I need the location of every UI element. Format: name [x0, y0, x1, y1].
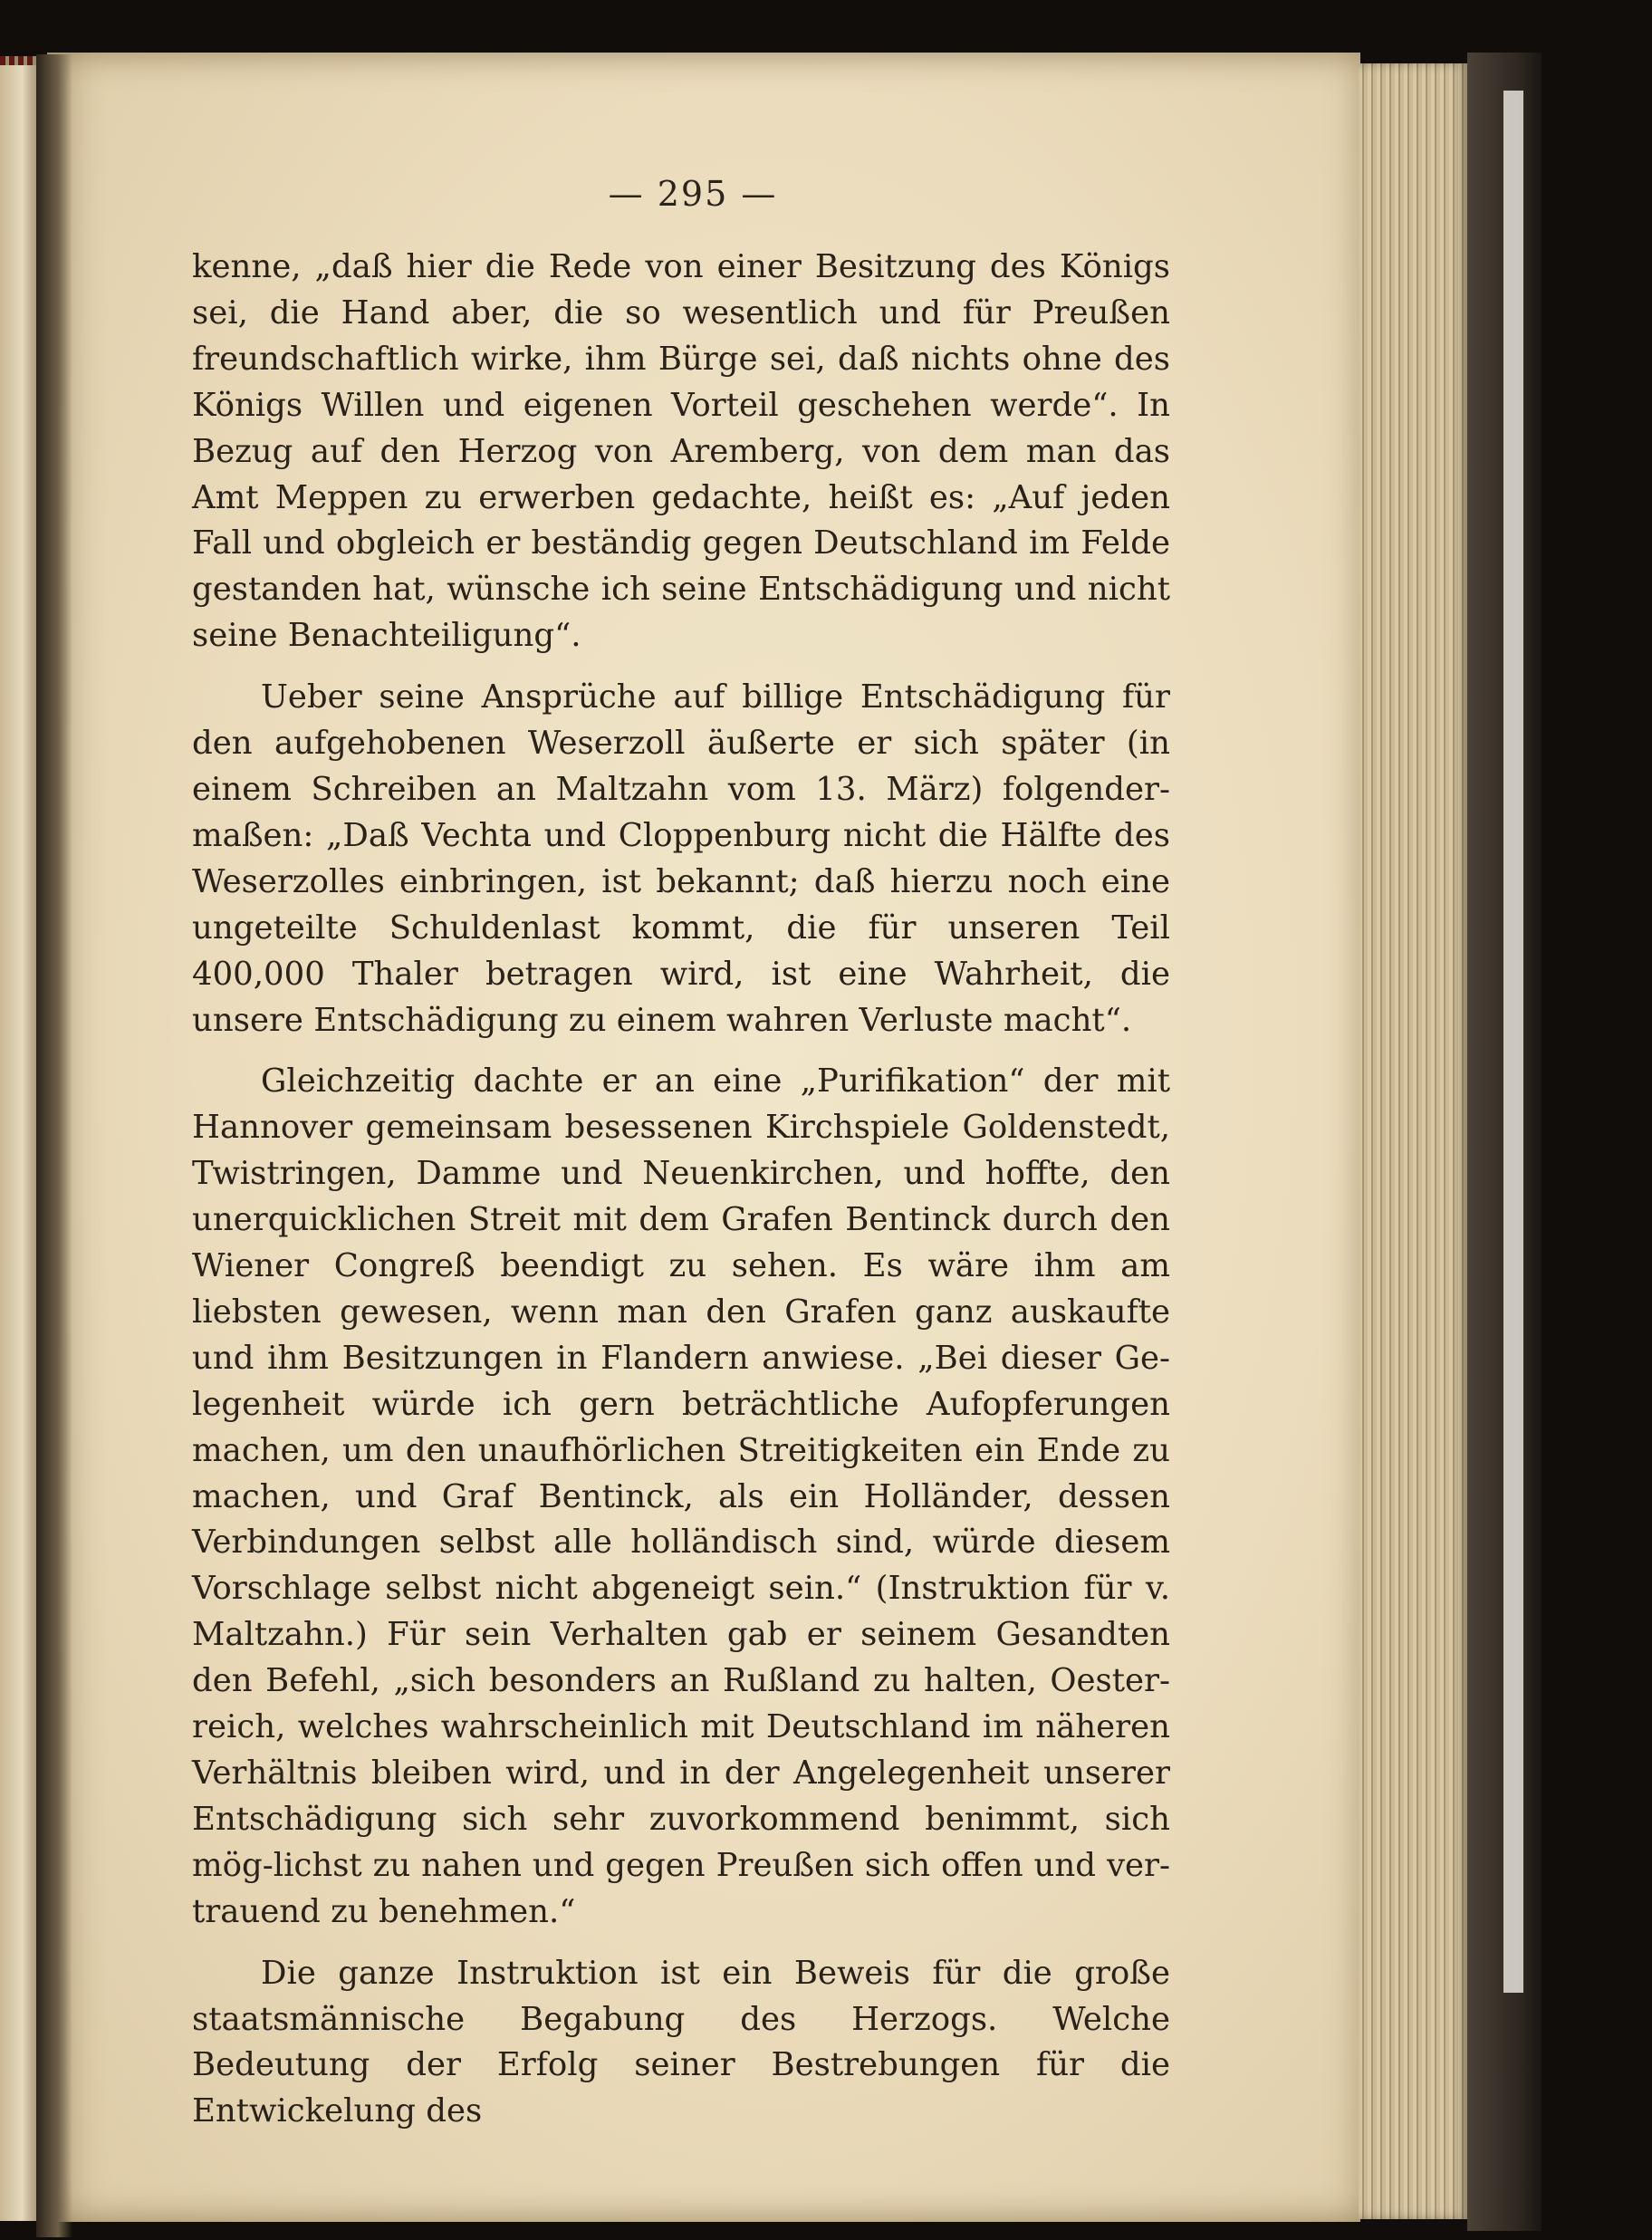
cover-endpaper	[1503, 91, 1523, 1993]
page-number: — 295 —	[608, 174, 778, 214]
facing-page-edge	[0, 65, 40, 2221]
page-body	[192, 245, 1170, 2135]
page-gutter-shadow	[36, 54, 72, 2237]
paragraph: Gleichzeitig dachte er an eine „Purifikation“ der mit Hannover gemeinsam besessenen Kirchspiele Goldenstedt, Twistringen, Damme und Neuenkirchen, und hoffte, den unerquicklichen Streit mit dem Grafen Bentinck durch den Wiener Congreß beendigt zu sehen. Es wäre ihm am liebsten gewesen, wenn man den Grafen ganz auskaufte und ihm Besitzungen in Flandern anwiese. „Bei dieser Ge-legenheit würde ich gern beträchtliche Aufopferungen machen, um den unaufhörlichen Streitigkeiten ein Ende zu machen, und Graf Bentinck, als ein Holländer, dessen Verbindungen selbst alle holländisch sind, würde diesem Vorschlage selbst nicht abgeneigt sein.“ (Instruktion für v. Maltzahn.) Für sein Verhalten gab er seinem Gesandten den Befehl, „sich besonders an Rußland zu halten, Oester-reich, welches wahrscheinlich mit Deutschland im näheren Verhältnis bleiben wird, und in der Angelegenheit unserer Entschädigung sich sehr zuvorkommend benimmt, sich mög-lichst zu nahen und gegen Preußen sich offen und ver-trauend zu benehmen.“	[192, 1062, 1170, 1930]
paragraph: kenne, „daß hier die Rede von einer Besitzung des Königs sei, die Hand aber, die so wesentlich und für Preußen freundschaftlich wirke, ihm Bürge sei, daß nichts ohne des Königs Willen und eigenen Vorteil geschehen werde“. In Bezug auf den Herzog von Aremberg, von dem man das Amt Meppen zu erwerben gedachte, heißt es: „Auf jeden Fall und obgleich er beständig gegen Deutschland im Felde gestanden hat, wünsche ich seine Entschädigung und nicht seine Benachteiligung“.	[192, 248, 1170, 655]
page-stack-edges	[1359, 63, 1467, 2219]
paragraph: Ueber seine Ansprüche auf billige Entschädigung für den aufgehobenen Weserzoll äußerte er sich später (in einem Schreiben an Maltzahn vom 13. März) folgender-maßen: „Daß Vechta und Cloppenburg nicht die Hälfte des Weserzolles einbringen, ist bekannt; daß hierzu noch eine ungeteilte Schuldenlast kommt, die für unseren Teil 400,000 Thaler betragen wird, ist eine Wahrheit, die unsere Entschädigung zu einem wahren Verluste macht“.	[192, 678, 1170, 1039]
paragraph: Die ganze Instruktion ist ein Beweis für die große staatsmännische Begabung des Herzogs. Welche Bedeutung der Erfolg seiner Bestrebungen für die Entwickelung des	[192, 1954, 1170, 2130]
